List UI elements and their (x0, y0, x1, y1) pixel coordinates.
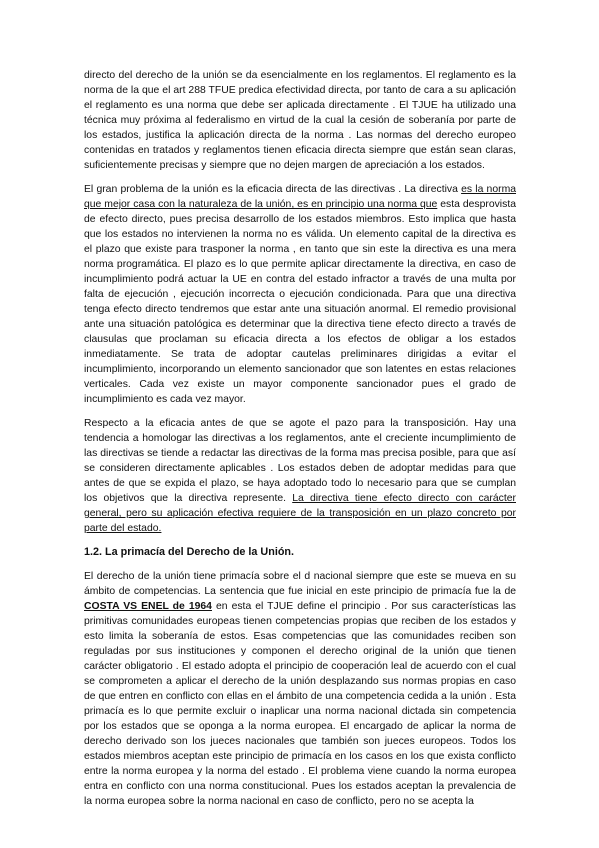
paragraph-text: El gran problema de la unión es la eficacia directa de las directivas . La directiva (84, 184, 462, 195)
paragraph-text: El derecho de la unión tiene primacía sobre el d nacional siempre que este se mueva en su ámbito de competencias. La sentencia que fue inicial en este principio de primacía fue la de (84, 571, 516, 597)
paragraph-directives (84, 182, 516, 407)
paragraph-primacy (84, 569, 516, 809)
paragraph-text: en esta el TJUE define el principio . Por sus características las primitivas comunidades europeas tienen competencias propias que reciben de los estados y esto limita la soberanía de estos. Esas competencias que las comunidades reciben son reguladas por sus instituciones y componen el derecho original de la unión que tienen carácter obligatorio . El estado adopta el principio de cooperación leal de acuerdo con el cual se comprometen a aplicar el derecho de la unión desplazando sus normas propias en caso de que entren en conflicto con ellas en el ámbito de una competencia cedida a la unión . Esta primacía es lo que permite excluir o inaplicar una norma nacional dictada sin competencia por los estados que se oponga a la norma europea. El encargado de aplicar la norma de derecho derivado son los jueces nacionales que también son jueces europeos. Todos los estados miembros aceptan este principio de primacía en los casos en los que exista conflicto entre la norma europea y la norma del estado . El problema viene cuando la norma europea entra en conflicto con una norma constitucional. Pues los estados aceptan la prevalencia de la norma europea sobre la norma nacional en caso de conflicto, pero no se acepta la (84, 601, 516, 807)
underlined-text: es la norma que mejor casa con la naturaleza de la unión, es en principio una norma que (84, 184, 517, 210)
section-heading: 1.2. La primacía del Derecho de la Unión. (84, 546, 295, 558)
document-page (84, 68, 516, 818)
paragraph-text: Respecto a la eficacia antes de que se agote el pazo para la transposición. Hay una tendencia a homologar las directivas a los reglamentos, ante el creciente incumplimiento de las directivas se tiende a redactar las directivas de la forma mas precisa posible, para que así se consideren directamente aplicables . Los estados deben de adoptar medidas para que antes de que se expida el plazo, se haya adoptado todo lo necesario para que se cumplan los objetivos que la directiva represente. (84, 418, 516, 504)
paragraph-direct-effect-regulations (84, 68, 516, 173)
paragraph-text: directo del derecho de la unión se da esencialmente en los reglamentos. El reglamento es la norma de la que el art 288 TFUE predica efectividad directa, por tanto de cara a su aplicación el reglamento es una norma que debe ser aplicada directamente . El TJUE ha utilizado una técnica muy próxima al federalismo en virtud de la cual la cesión de soberanía por parte de los estados, justifica la aplicación directa de la norma . Las normas del derecho europeo contenidas en tratados y reglamentos tienen eficacia directa siempre que están sean claras, suficientemente precisas y siempre que no dejen margen de apreciación a los estados. (84, 70, 516, 171)
case-reference: COSTA VS ENEL de 1964 (84, 601, 212, 612)
underlined-text: La directiva tiene efecto directo con carácter general, pero su aplicación efectiva requiere de la transposición en un plazo concreto por parte del estado. (84, 493, 516, 534)
paragraph-transposition (84, 416, 516, 536)
paragraph-text: esta desprovista de efecto directo, pues precisa desarrollo de los estados miembros. Esto implica que hasta que los estados no intervienen la norma no es válida. Un elemento capital de la directiva es el plazo que existe para trasponer la norma , en tanto que sin este la directiva es una mera norma programática. El plazo es lo que permite aplicar directamente la directiva, en caso de incumplimiento podrá actuar la UE en contra del estado infractor a través de una multa por falta de ejecución , ejecución incorrecta o ejecución condicionada. Para que una directiva tenga efecto directo tendremos que estar ante una situación anormal. El remedio provisional ante una situación patológica es determinar que la directiva tiene efecto directo a través de clausulas que proclaman su eficacia directa a los efectos de obligar a los estados inmediatamente. Se trata de adoptar cautelas preliminares dirigidas a evitar el incumplimiento, incorporando un elemento sancionador que son latentes en estas relaciones verticales. Cada vez existe un mayor componente sancionador pues el grado de incumplimiento es cada vez mayor. (84, 199, 516, 405)
